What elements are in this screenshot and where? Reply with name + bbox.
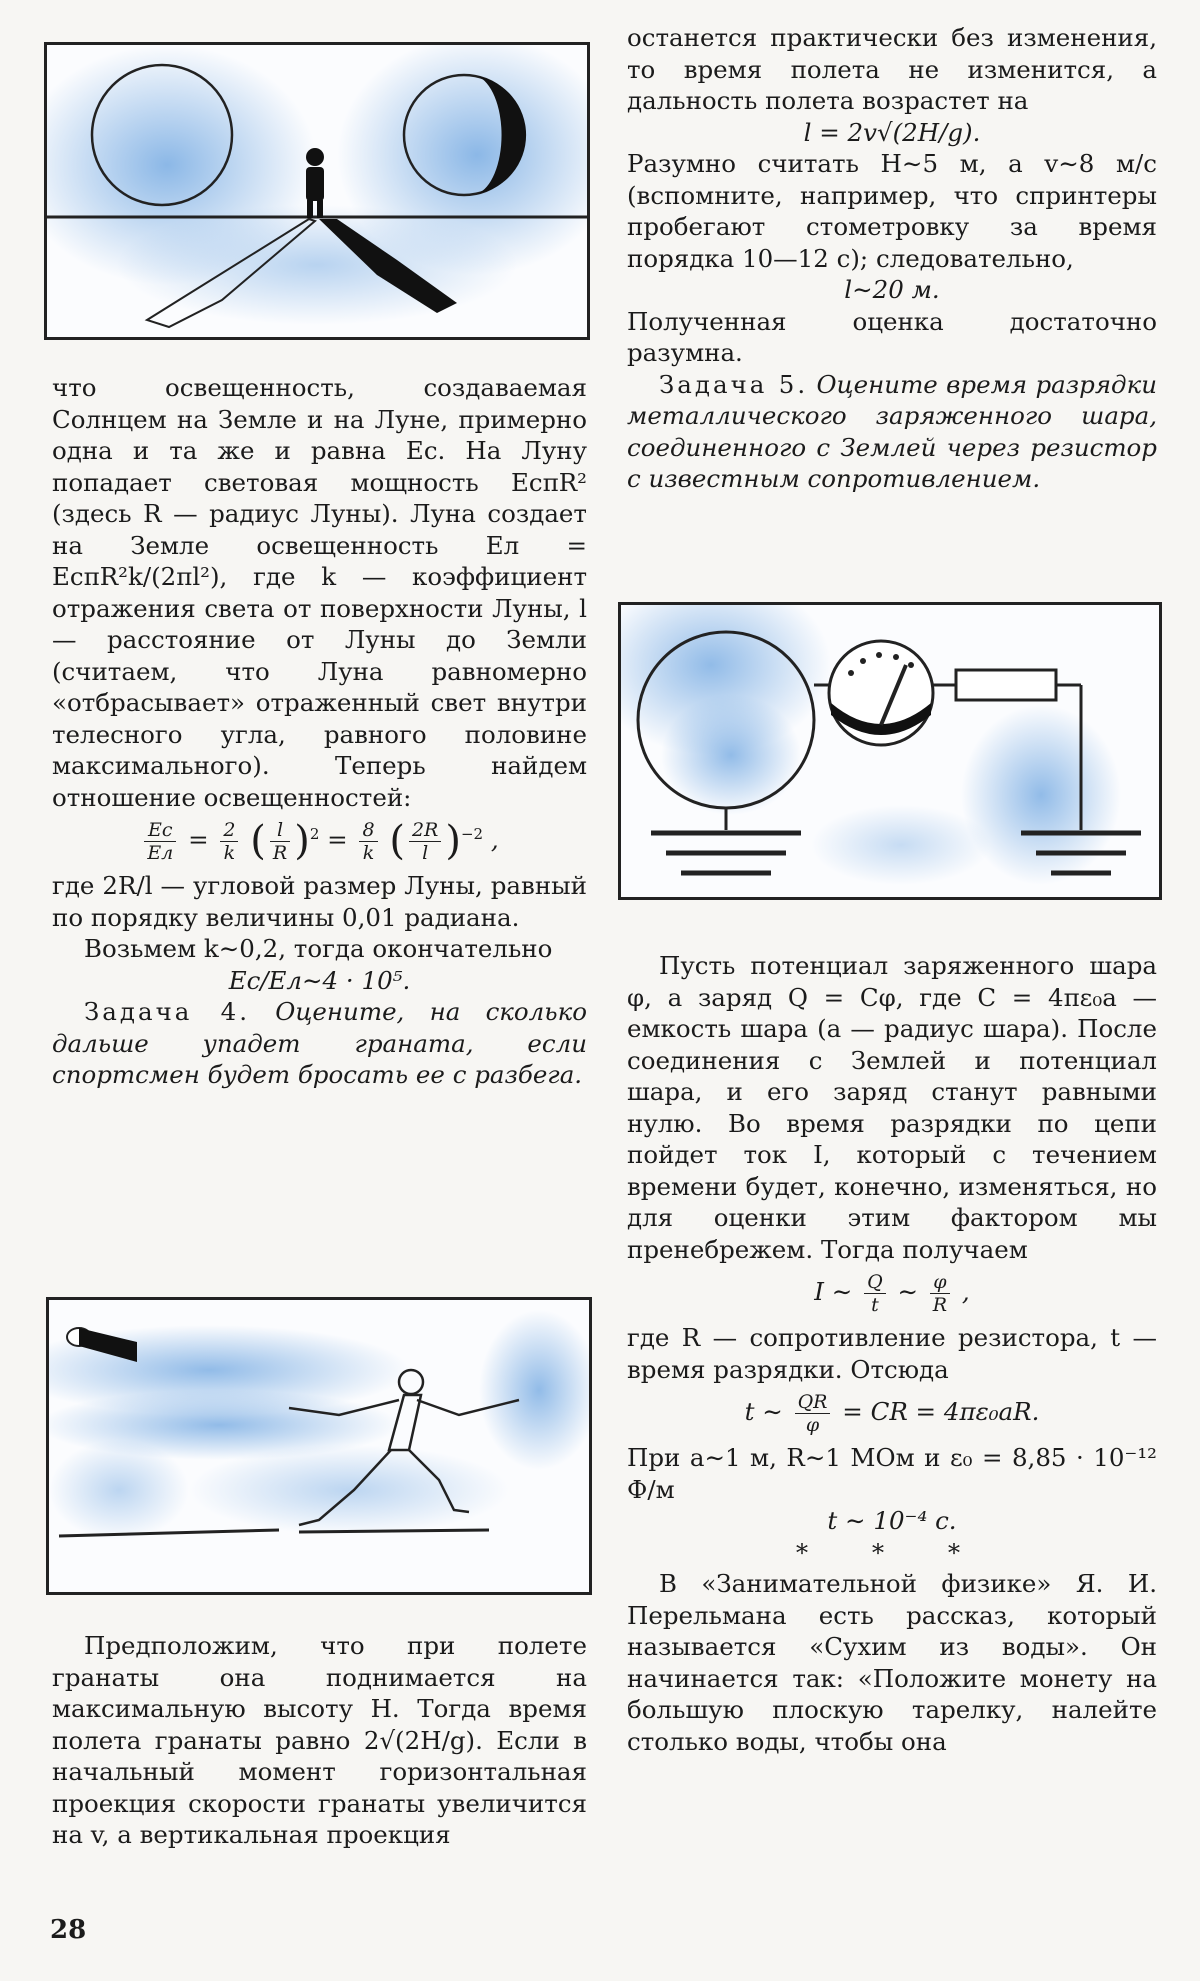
task-5-text: Оцените время разрядки металлического заряженного шара, соединенного с Землей через резистор с известным сопротивлением.	[627, 369, 1157, 493]
figure-sphere-circuit	[618, 602, 1162, 900]
task-4-label: Задача 4.	[84, 997, 250, 1027]
figure-sun-moon	[44, 42, 590, 340]
left-column-bottom	[52, 1630, 587, 1851]
right-column	[627, 22, 1157, 495]
right-paragraph-5: где R — сопротивление резистора, t — время разрядки. Отсюда	[627, 1323, 1157, 1384]
formula-time-estimate: t ∼ 10⁻⁴ с.	[827, 1506, 957, 1535]
left-paragraph-1: что освещенность, создаваемая Солнцем на Земле и на Луне, примерно одна и та же и равна Eс. На Луну попадает световая мощность EсπR² (здесь R — радиус Луны). Луна создает на Земле освещенность Eл = EсπR²k/(2πl²), где k — коэффициент отражения света от поверхности Луны, l — расстояние от Луны до Земли (считаем, что Луна равномерно «отбрасывает» отраженный свет внутри телесного угла, равного половине максимального). Теперь найдем отношение освещенностей:	[52, 373, 587, 812]
formula-final-ratio: Eс/Eл∼4 · 10⁵.	[228, 965, 411, 995]
right-paragraph-2: Разумно считать H∼5 м, а v∼8 м/с (вспомните, например, что спринтеры пробегают стометровку за время порядка 10—12 с); следовательно,	[627, 149, 1157, 273]
formula-part: ,	[961, 1277, 970, 1306]
right-paragraph-6: При a∼1 м, R∼1 МОм и ε₀ = 8,85 · 10⁻¹² Ф/м	[627, 1443, 1157, 1504]
section-separator: * * *	[795, 1537, 989, 1567]
frac-num: l	[270, 819, 290, 842]
left-paragraph-3: Возьмем k∼0,2, тогда окончательно	[84, 934, 553, 964]
right-paragraph-4: Пусть потенциал заряженного шара φ, а заряд Q = Cφ, где C = 4πε₀a — емкость шара (a — радиус шара). После соединения с Землей и потенциал шара, и его заряд станут равными нулю. Во время разрядки по цепи пойдет ток I, который с течением времени будет, конечно, изменяться, но для оценки этим фактором мы пренебрежем. Тогда получаем	[627, 951, 1157, 1264]
frac-den: φ	[805, 1414, 820, 1436]
right-column-bottom	[627, 950, 1157, 1757]
formula-part: = CR = 4πε₀aR.	[842, 1397, 1040, 1426]
task-5-label: Задача 5.	[659, 369, 809, 399]
formula-part: I ∼	[814, 1277, 853, 1306]
frac-den: k	[362, 842, 375, 865]
task-5	[627, 369, 1157, 495]
formula-time	[627, 1391, 1157, 1436]
left-column	[52, 372, 587, 1091]
page-number: 28	[50, 1915, 87, 1945]
task-4-text: Оцените, на сколько дальше упадет граната, если спортсмен будет бросать ее с разбега.	[52, 997, 587, 1090]
frac-den: R	[932, 1294, 948, 1316]
left-paragraph-4: Предположим, что при полете гранаты она поднимается на максимальную высоту H. Тогда время полета гранаты равно 2√(2H/g). Если в начальный момент горизонтальная проекция скорости гранаты увеличится на v, а вертикальная проекция	[52, 1631, 587, 1849]
meter	[829, 641, 933, 745]
frac-den: t	[871, 1294, 879, 1316]
frac-num: Q	[864, 1271, 886, 1294]
frac-den: k	[223, 842, 236, 865]
figure-grenade-thrower	[46, 1297, 592, 1595]
frac-num: φ	[930, 1271, 950, 1294]
frac-num: 8	[359, 819, 377, 842]
frac-num: QR	[795, 1391, 831, 1414]
right-paragraph-3: Полученная оценка достаточно разумна.	[627, 306, 1157, 367]
left-paragraph-2: где 2R/l — угловой размер Луны, равный по порядку величины 0,01 радиана.	[52, 871, 587, 932]
formula-range-estimate: l∼20 м.	[844, 275, 940, 304]
formula-part: t ∼	[744, 1397, 783, 1426]
frac-den: l	[422, 842, 429, 865]
formula-current	[627, 1271, 1157, 1316]
right-paragraph-7: В «Занимательной физике» Я. И. Перельмана есть рассказ, который называется «Сухим из воды». Он начинается так: «Положите монету на большую плоскую тарелку, налейте столько воды, чтобы она	[627, 1569, 1157, 1756]
formula-illumination-ratio: $\frac{Eс}{Eл}$ = $\frac{2}{k}$ ( $\frac{l}{R}$ )$^2$ = $\frac{8}{k}$ ( $\frac{2R}{l}$ )$^{-2}$ ,	[52, 819, 587, 864]
task-4	[52, 996, 587, 1091]
frac-num: 2R	[409, 819, 441, 842]
frac-den: R	[272, 842, 288, 865]
frac-den: Eл	[147, 842, 174, 865]
right-paragraph-1: останется практически без изменения, то время полета не изменится, а дальность полета возрастет на	[627, 23, 1157, 115]
resistor	[956, 670, 1056, 700]
formula-part: ∼	[897, 1277, 918, 1306]
frac-num: Eс	[144, 819, 176, 842]
frac-num: 2	[220, 819, 238, 842]
exponent: 2	[309, 825, 320, 843]
formula-range: l = 2v√(2H/g).	[803, 117, 981, 147]
exponent: −2	[460, 825, 484, 843]
